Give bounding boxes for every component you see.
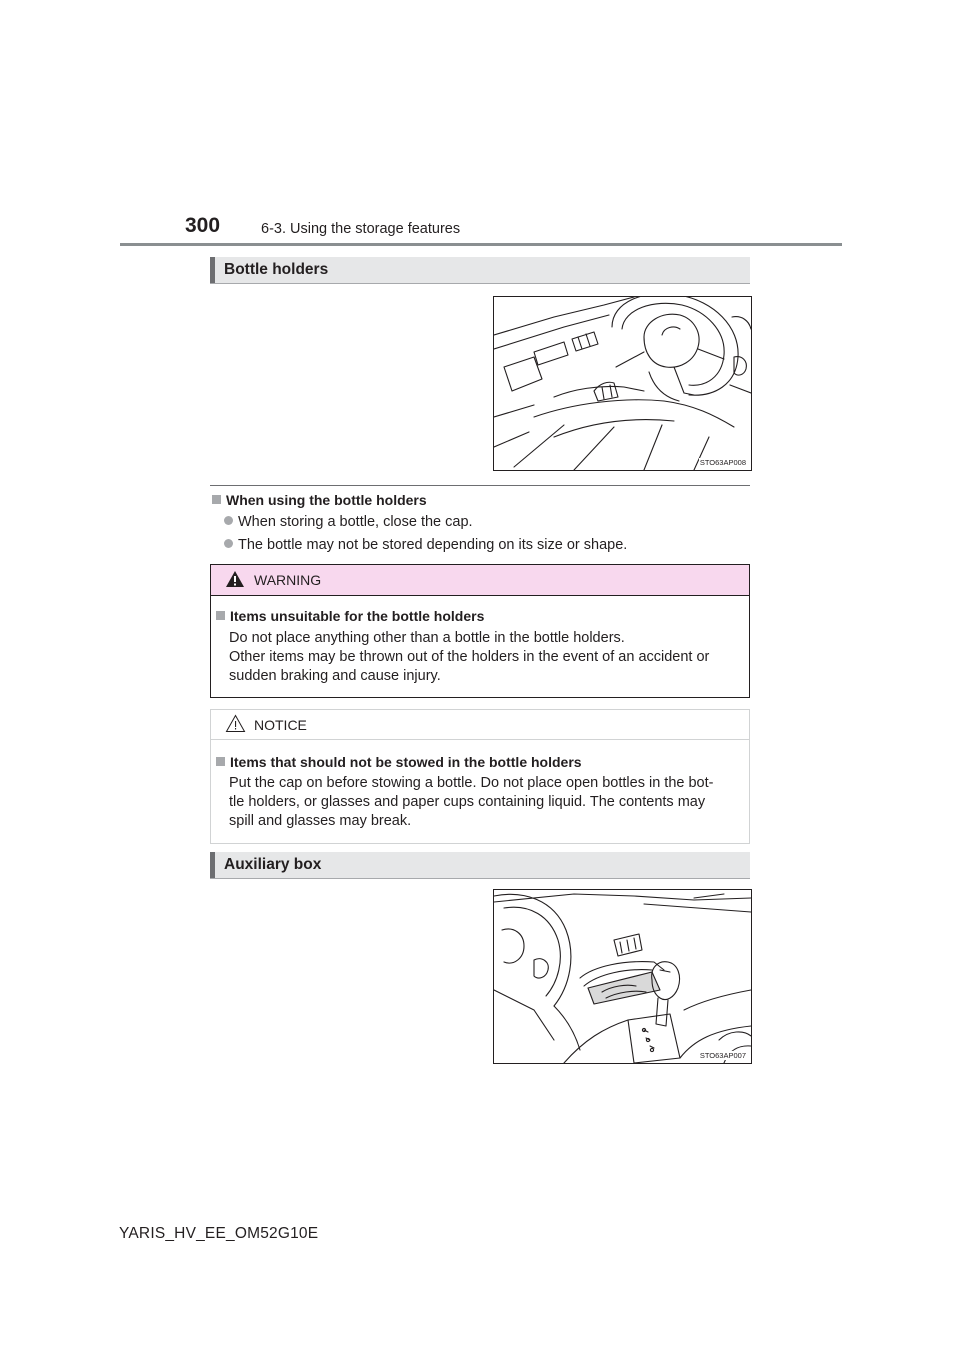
notice-line: tle holders, or glasses and paper cups containing liquid. The contents may (229, 794, 706, 810)
divider-rule (210, 485, 750, 486)
warning-box (210, 564, 750, 698)
page-number: 300 (185, 214, 221, 237)
section-heading-text: Auxiliary box (224, 856, 322, 873)
notice-body (229, 774, 741, 831)
warning-title (216, 608, 484, 624)
section-heading-bar (210, 852, 215, 878)
figure-auxiliary-box (493, 889, 752, 1064)
warning-line: Do not place anything other than a bottle in the bottle holders. (229, 630, 625, 646)
notice-box (210, 709, 750, 844)
figure-code: STO63AP007 (699, 1051, 746, 1060)
document-code: YARIS_HV_EE_OM52G10E (119, 1225, 319, 1242)
warning-line: Other items may be thrown out of the holders in the event of an accident or (229, 649, 710, 665)
square-bullet-icon (216, 611, 225, 620)
section-heading-bottle-holders (210, 257, 750, 284)
circle-bullet-icon (224, 516, 233, 525)
notice-line: spill and glasses may break. (229, 813, 412, 829)
figure-bottle-holders (493, 296, 752, 471)
notice-title-text: Items that should not be stowed in the bottle holders (230, 754, 582, 770)
auxiliary-box-illustration (494, 890, 751, 1063)
note-bullet-2 (224, 537, 627, 553)
note-bullet-text: When storing a bottle, close the cap. (238, 514, 473, 530)
notice-header (211, 710, 749, 740)
header-rule (120, 243, 842, 246)
square-bullet-icon (216, 757, 225, 766)
warning-label: WARNING (254, 572, 322, 588)
warning-line: sudden braking and cause injury. (229, 668, 441, 684)
warning-title-text: Items unsuitable for the bottle holders (230, 608, 485, 624)
notice-label: NOTICE (254, 717, 307, 733)
circle-bullet-icon (224, 539, 233, 548)
section-heading-text: Bottle holders (224, 261, 329, 278)
notice-line: Put the cap on before stowing a bottle. Do not place open bottles in the bot- (229, 775, 714, 791)
caution-triangle-icon (225, 714, 246, 733)
note-title-text: When using the bottle holders (226, 492, 427, 508)
warning-body (229, 629, 741, 686)
note-title (212, 492, 427, 508)
section-heading-bar (210, 257, 215, 283)
figure-code: STO63AP008 (699, 458, 746, 467)
section-heading-auxiliary-box (210, 852, 750, 879)
chapter-title: 6-3. Using the storage features (261, 221, 461, 237)
square-bullet-icon (212, 495, 221, 504)
note-bullet-text: The bottle may not be stored depending on its size or shape. (238, 537, 628, 553)
warning-header (211, 565, 749, 596)
bottle-holder-illustration (494, 297, 751, 470)
notice-title (216, 754, 582, 770)
warning-triangle-icon (225, 570, 245, 588)
note-bullet-1 (224, 514, 473, 530)
